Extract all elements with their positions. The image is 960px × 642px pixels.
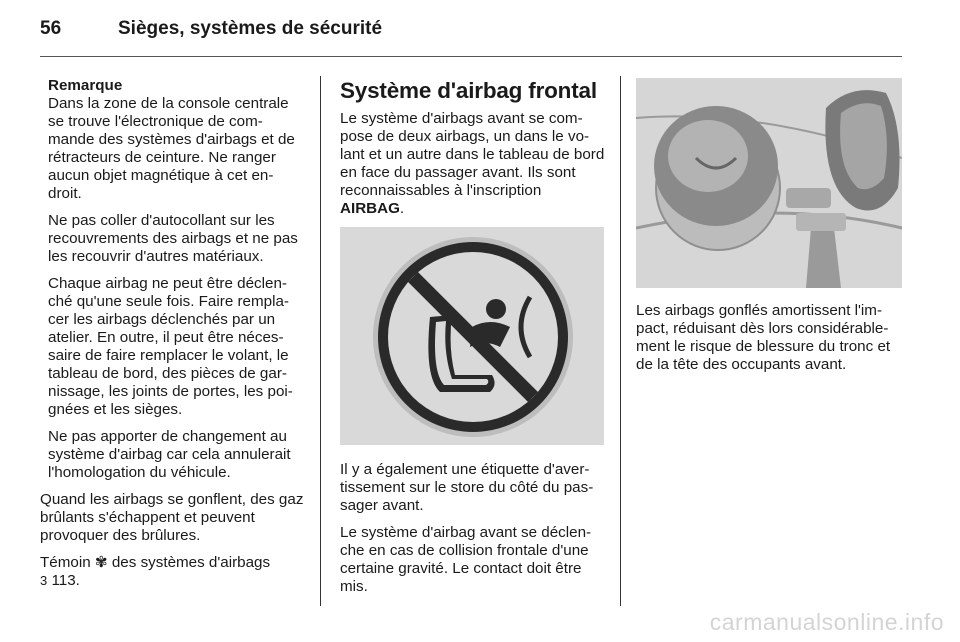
watermark: carmanualsonline.info <box>709 609 944 635</box>
middle-column <box>340 78 605 605</box>
note-paragraph: Ne pas coller d'autocollant sur les recouvrements des airbags et ne pas les recouvrir d'autres matériaux. <box>48 212 298 265</box>
column-divider-right <box>620 76 621 606</box>
warning-light-suffix: des systèmes d'airbags <box>111 554 271 571</box>
gas-paragraph: Quand les airbags se gonflent, des gaz brûlants s'échappent et peuvent provoquer des brûlures. <box>40 491 304 544</box>
inflated-front-airbags-illustration <box>636 78 902 288</box>
warning-light-text: Témoin <box>40 554 91 571</box>
page-number: 56 <box>40 18 62 39</box>
warning-light-paragraph <box>40 554 305 590</box>
page-title: Sièges, systèmes de sécurité <box>118 18 383 39</box>
intro-text: Le système d'airbags avant se com-pose de deux airbags, un dans le vo-lant et un autre dans le tableau de bord en face du passager avant. Ils sont reconnaissables à l'inscription <box>340 110 605 199</box>
right-column <box>636 78 902 383</box>
airbag-caption: Les airbags gonflés amortissent l'im-pact, réduisant dès lors considérable-ment le risque de blessure du tronc et de la tête des occupants avant. <box>636 302 891 373</box>
page-ref-link[interactable]: 113. <box>51 572 80 589</box>
column-divider-left <box>320 76 321 606</box>
note-paragraph: Ne pas apporter de changement au système d'airbag car cela annulerait l'homologation du véhicule. <box>48 428 291 481</box>
airbag-inscription: AIRBAG <box>340 200 400 217</box>
note-block <box>40 77 305 482</box>
airbag-warning-icon: ✾ <box>94 554 108 571</box>
label-paragraph: Il y a également une étiquette d'aver-tissement sur le store du côté du pas-sager avant. <box>340 461 594 514</box>
left-column <box>40 77 305 599</box>
section-heading: Système d'airbag frontal <box>340 78 597 103</box>
header-divider <box>40 56 902 57</box>
deploy-paragraph: Le système d'airbag avant se déclen-che en cas de collision frontale d'une certaine gravité. Le contact doit être mis. <box>340 524 592 595</box>
page-ref-arrow-icon[interactable]: 3 <box>40 573 48 588</box>
note-heading: Remarque <box>48 77 123 94</box>
no-child-seat-warning-icon <box>340 227 604 445</box>
note-paragraph: Dans la zone de la console centrale se trouve l'électronique de com-mande des systèmes d'airbags et de rétracteurs de ceinture. Ne ranger aucun objet magnétique à cet en-droit. <box>48 95 295 202</box>
intro-end: . <box>399 200 405 217</box>
note-paragraph: Chaque airbag ne peut être déclen-ché qu'une seule fois. Faire rempla-cer les airbags déclenchés par un atelier. En outre, il peut être néces-saire de faire remplacer le volant, le tableau de bord, des pièces de gar-nissage, les joints de portes, les poi-gnées et les sièges. <box>48 275 293 418</box>
intro-paragraph <box>340 110 605 218</box>
